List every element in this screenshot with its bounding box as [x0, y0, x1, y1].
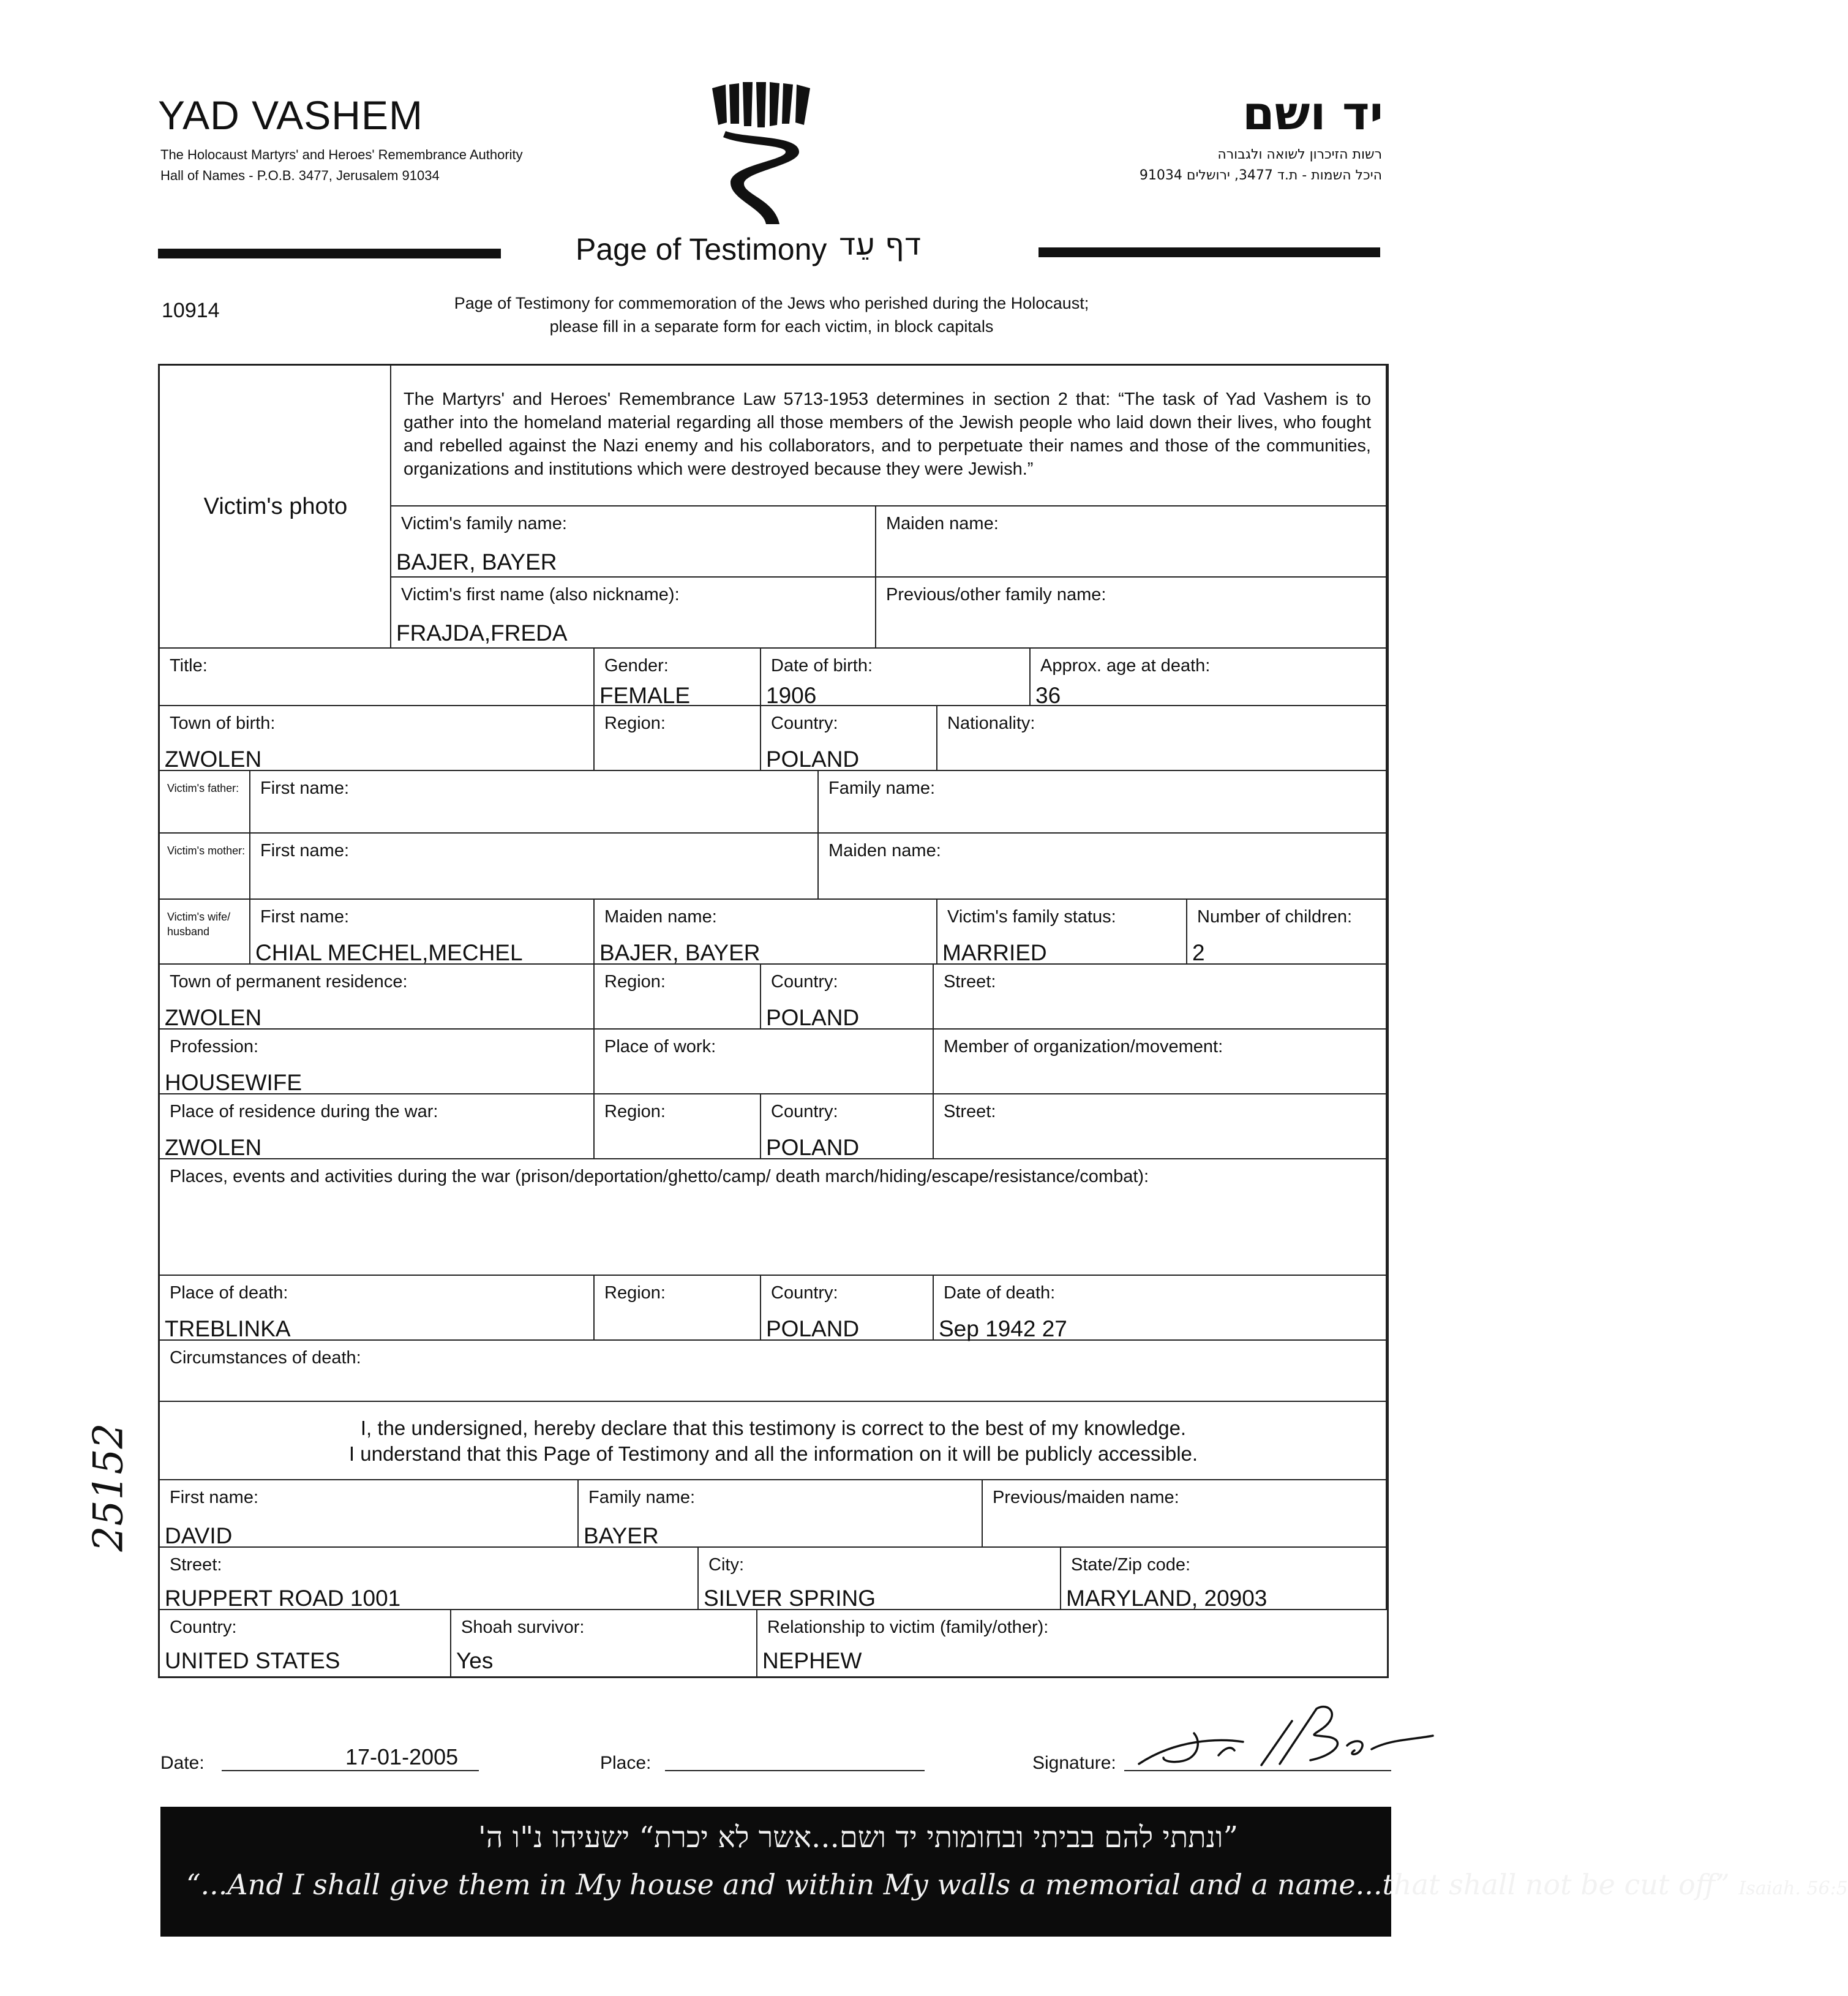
spouse-maiden-name-field[interactable] [595, 900, 937, 965]
victim-first-name-field[interactable] [391, 578, 876, 649]
mother-row-label: Victim's mother: [167, 845, 246, 857]
war-residence-label: Place of residence during the war: [170, 1102, 438, 1121]
town-of-birth-value: ZWOLEN [165, 747, 262, 772]
permanent-residence-value: ZWOLEN [165, 1005, 262, 1030]
org-subtitle-line1: The Holocaust Martyrs' and Heroes' Remembrance Authority [160, 147, 523, 162]
banner-reference: Isaiah. 56:5 [1738, 1878, 1848, 1899]
spouse-maiden-name-label: Maiden name: [604, 907, 717, 927]
footer-date-value[interactable]: 17-01-2005 [345, 1744, 459, 1769]
circumstances-of-death-label: Circumstances of death: [170, 1348, 361, 1368]
submitter-country-field[interactable] [160, 1610, 451, 1676]
gender-field[interactable] [595, 649, 761, 706]
place-of-work-field[interactable] [595, 1030, 934, 1094]
date-of-birth-value: 1906 [766, 683, 817, 708]
place-of-work-label: Place of work: [604, 1037, 716, 1056]
declaration-text [160, 1415, 1387, 1467]
date-of-death-label: Date of death: [944, 1283, 1056, 1303]
submitter-state-value: MARYLAND, 20903 [1066, 1586, 1268, 1611]
footer-date-line [222, 1770, 479, 1771]
victim-first-name-label: Victim's first name (also nickname): [401, 585, 680, 604]
death-country-label: Country: [771, 1283, 838, 1303]
war-events-label: Places, events and activities during the war (prison/deportation/ghetto/camp/ death march/hiding/escape/resistance/combat): [170, 1167, 1149, 1186]
residence-country-value: POLAND [766, 1005, 860, 1030]
victim-first-name-value: FRAJDA,FREDA [396, 620, 568, 646]
age-at-death-field[interactable] [1031, 649, 1387, 706]
form-number: 10914 [162, 299, 220, 322]
org-subtitle [160, 145, 523, 186]
death-region-field[interactable] [595, 1276, 761, 1341]
war-country-value: POLAND [766, 1135, 860, 1160]
birth-region-label: Region: [604, 714, 666, 733]
town-of-birth-label: Town of birth: [170, 714, 276, 733]
mother-maiden-name-field[interactable] [819, 834, 1387, 900]
divider-left [158, 249, 501, 258]
number-of-children-field[interactable] [1187, 900, 1387, 965]
date-of-birth-field[interactable] [761, 649, 1031, 706]
date-of-death-value: Sep 1942 27 [939, 1316, 1067, 1341]
previous-family-name-field[interactable] [876, 578, 1387, 649]
residence-street-label: Street: [944, 972, 996, 992]
death-country-value: POLAND [766, 1316, 860, 1341]
residence-region-field[interactable] [595, 965, 761, 1030]
declaration-section [160, 1402, 1387, 1480]
hebrew-title: יד ושם [1242, 86, 1383, 140]
death-region-label: Region: [604, 1283, 666, 1303]
submitter-street-label: Street: [170, 1555, 222, 1575]
war-events-field[interactable] [160, 1159, 1387, 1276]
spouse-first-name-field[interactable] [250, 900, 595, 965]
number-of-children-label: Number of children: [1197, 907, 1353, 927]
banner-hebrew-verse: ”ונתתי להם בביתי ובחומותי יד ושם...אשר לא יכרת“ ישעיהו נ"ו ה' [478, 1820, 1238, 1855]
spouse-first-name-value: CHIAL MECHEL,MECHEL [255, 940, 523, 965]
title-field[interactable] [160, 649, 595, 706]
testimony-form [158, 364, 1389, 1678]
residence-country-field[interactable] [761, 965, 934, 1030]
relationship-value: NEPHEW [762, 1648, 862, 1673]
profession-label: Profession: [170, 1037, 259, 1056]
submitter-street-field[interactable] [160, 1548, 699, 1610]
father-first-name-label: First name: [260, 778, 350, 798]
war-street-label: Street: [944, 1102, 996, 1121]
isaiah-banner [160, 1807, 1848, 1937]
org-subtitle-line2: Hall of Names - P.O.B. 3477, Jerusalem 91034 [160, 168, 440, 183]
spouse-row-label: Victim's wife/ husband [167, 911, 231, 938]
residence-region-label: Region: [604, 972, 666, 992]
mother-row-label-cell [160, 834, 250, 900]
father-first-name-field[interactable] [250, 771, 819, 834]
war-region-label: Region: [604, 1102, 666, 1121]
submitter-previous-name-label: Previous/maiden name: [993, 1488, 1179, 1507]
maiden-name-label: Maiden name: [886, 514, 999, 533]
date-of-birth-label: Date of birth: [771, 656, 873, 676]
form-title-hebrew: דף עֵד [839, 227, 922, 262]
spouse-first-name-label: First name: [260, 907, 350, 927]
place-of-death-value: TREBLINKA [165, 1316, 291, 1341]
victim-family-name-field[interactable] [391, 507, 876, 578]
father-family-name-field[interactable] [819, 771, 1387, 834]
archive-number-stamp [69, 1403, 191, 1562]
form-instructions [343, 292, 1200, 338]
relationship-field[interactable] [757, 1610, 1387, 1676]
birth-region-field[interactable] [595, 706, 761, 771]
victim-family-name-label: Victim's family name: [401, 514, 567, 533]
submitter-city-field[interactable] [699, 1548, 1061, 1610]
father-family-name-label: Family name: [828, 778, 936, 798]
previous-family-name-label: Previous/other family name: [886, 585, 1106, 604]
shoah-survivor-label: Shoah survivor: [461, 1618, 585, 1637]
town-of-birth-field[interactable] [160, 706, 595, 771]
signature-image [1127, 1697, 1445, 1776]
yad-vashem-logo [707, 80, 817, 227]
war-country-field[interactable] [761, 1094, 934, 1159]
place-of-death-field[interactable] [160, 1276, 595, 1341]
law-section [391, 366, 1387, 507]
organization-membership-label: Member of organization/movement: [944, 1037, 1223, 1056]
hebrew-subtitle-line1: רשות הזיכרון לשואה ולגבורה [1217, 147, 1382, 162]
submitter-state-label: State/Zip code: [1071, 1555, 1191, 1575]
archive-number: 25152 [85, 1423, 132, 1552]
age-at-death-label: Approx. age at death: [1040, 656, 1211, 676]
submitter-country-value: UNITED STATES [165, 1648, 340, 1673]
number-of-children-value: 2 [1192, 940, 1205, 965]
instructions-line2: please fill in a separate form for each victim, in block capitals [549, 317, 994, 336]
residence-street-field[interactable] [934, 965, 1387, 1030]
death-country-field[interactable] [761, 1276, 934, 1341]
hebrew-subtitle [1140, 145, 1382, 186]
instructions-line1: Page of Testimony for commemoration of the Jews who perished during the Holocaust; [454, 294, 1089, 312]
submitter-country-label: Country: [170, 1618, 237, 1637]
relationship-label: Relationship to victim (family/other): [767, 1618, 1049, 1637]
residence-country-label: Country: [771, 972, 838, 992]
banner-english-text: “...And I shall give them in My house and within My walls a memorial and a name...that shall not be cut off” [186, 1868, 1730, 1901]
spouse-row-label-cell [160, 900, 250, 965]
place-of-death-label: Place of death: [170, 1283, 288, 1303]
nationality-field[interactable] [937, 706, 1387, 771]
gender-value: FEMALE [599, 683, 691, 708]
father-row-label: Victim's father: [167, 782, 239, 794]
law-text: The Martyrs' and Heroes' Remembrance Law 5713-1953 determines in section 2 that: “The task of Yad Vashem is to gather into the homeland material regarding all those members of the Jewish people who laid down their lives, who fought and rebelled against the Nazi enemy and his collaborators, and to perpetuate their names and those of the communities, organizations and institutions which were destroyed because they were Jewish.” [404, 390, 1371, 479]
war-residence-field[interactable] [160, 1094, 595, 1159]
spouse-maiden-name-value: BAJER, BAYER [599, 940, 761, 965]
war-region-field[interactable] [595, 1094, 761, 1159]
father-row-label-cell [160, 771, 250, 834]
circumstances-of-death-field[interactable] [160, 1341, 1387, 1402]
footer-place-label: Place: [600, 1753, 652, 1773]
form-title: Page of Testimony [576, 232, 827, 266]
declaration-line2: I understand that this Page of Testimony and all the information on it will be publicly accessible. [348, 1442, 1198, 1465]
family-status-value: MARRIED [942, 940, 1047, 965]
declaration-line1: I, the undersigned, hereby declare that this testimony is correct to the best of my knowledge. [360, 1417, 1187, 1439]
nationality-label: Nationality: [947, 714, 1035, 733]
birth-country-label: Country: [771, 714, 838, 733]
submitter-previous-name-field[interactable] [983, 1480, 1387, 1548]
mother-first-name-field[interactable] [250, 834, 819, 900]
family-status-field[interactable] [937, 900, 1187, 965]
submitter-family-name-field[interactable] [579, 1480, 983, 1548]
date-of-death-field[interactable] [934, 1276, 1387, 1341]
profession-field[interactable] [160, 1030, 595, 1094]
submitter-first-name-label: First name: [170, 1488, 259, 1507]
divider-right [1039, 247, 1380, 257]
submitter-family-name-label: Family name: [588, 1488, 696, 1507]
footer-date-label: Date: [160, 1753, 205, 1773]
profession-value: HOUSEWIFE [165, 1070, 302, 1095]
family-status-label: Victim's family status: [947, 907, 1116, 927]
submitter-family-name-value: BAYER [584, 1523, 659, 1548]
submitter-state-field[interactable] [1061, 1548, 1387, 1610]
submitter-first-name-value: DAVID [165, 1523, 233, 1548]
birth-country-field[interactable] [761, 706, 937, 771]
title-label: Title: [170, 656, 208, 676]
banner-english-verse [186, 1868, 1848, 1901]
mother-first-name-label: First name: [260, 841, 350, 861]
submitter-first-name-field[interactable] [160, 1480, 579, 1548]
war-residence-value: ZWOLEN [165, 1135, 262, 1160]
birth-country-value: POLAND [766, 747, 860, 772]
submitter-city-label: City: [708, 1555, 744, 1575]
mother-maiden-name-label: Maiden name: [828, 841, 941, 861]
victim-photo-label: Victim's photo [203, 493, 348, 519]
hebrew-subtitle-line2: היכל השמות - ת.ד 3477, ירושלים 91034 [1139, 168, 1382, 183]
shoah-survivor-field[interactable] [451, 1610, 757, 1676]
maiden-name-field[interactable] [876, 507, 1387, 578]
age-at-death-value: 36 [1035, 683, 1061, 708]
gender-label: Gender: [604, 656, 669, 676]
organization-membership-field[interactable] [934, 1030, 1387, 1094]
org-title: YAD VASHEM [158, 92, 423, 138]
victim-family-name-value: BAJER, BAYER [396, 549, 557, 574]
permanent-residence-label: Town of permanent residence: [170, 972, 408, 992]
war-street-field[interactable] [934, 1094, 1387, 1159]
footer-place-field[interactable] [665, 1770, 925, 1771]
footer-signature-label: Signature: [1032, 1753, 1116, 1773]
shoah-survivor-value: Yes [456, 1648, 494, 1673]
submitter-city-value: SILVER SPRING [704, 1586, 876, 1611]
submitter-street-value: RUPPERT ROAD 1001 [165, 1586, 401, 1611]
war-country-label: Country: [771, 1102, 838, 1121]
permanent-residence-field[interactable] [160, 965, 595, 1030]
